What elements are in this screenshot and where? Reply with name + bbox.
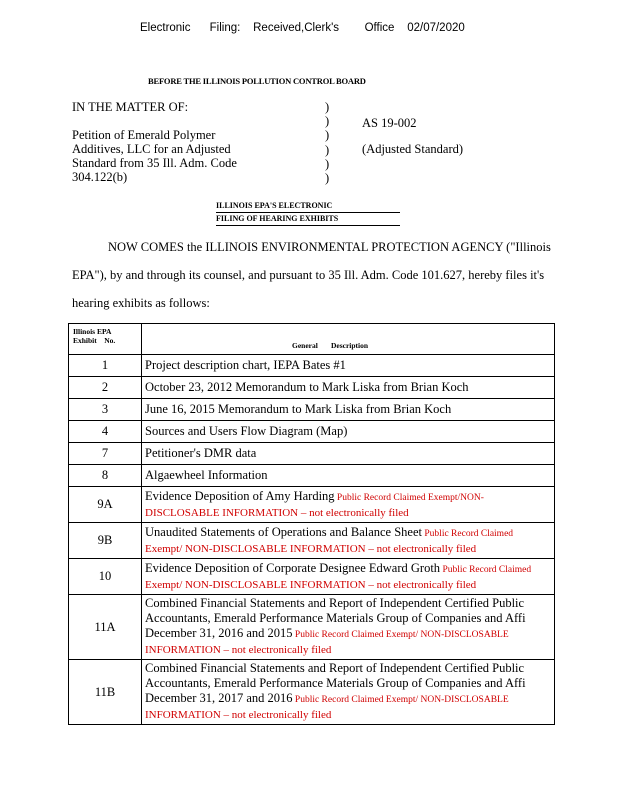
table-row [69,443,555,465]
redaction-notice: Public Record Claimed [422,528,514,539]
table-row [69,523,555,559]
exhibit-number: 1 [69,355,142,377]
paren: ) [325,156,330,171]
redaction-notice: INFORMATION – not electronically filed [145,709,332,721]
table-row [69,595,555,660]
paren: ) [325,100,330,114]
title-line: FILING OF HEARING EXHIBITS [216,213,400,226]
table-row [69,399,555,421]
exhibit-description: Combined Financial Statements and Report of Independent Certified Public Accountants, Emerald Performance Materials Group of Companies and Affi December 31, 2016 and 2015 Public Record Claimed Exempt/ NON-DISCLOSABLE INFORMATION – not electronically filed [142,595,555,660]
title-line: ILLINOIS EPA'S ELECTRONIC [216,200,400,213]
matter-label: IN THE MATTER OF: [72,100,189,114]
case-number: AS 19-002 [362,116,417,130]
table-row [69,465,555,487]
header-label: General Description [292,341,369,350]
redaction-notice: Public Record Claimed Exempt/ NON-DISCLOSABLE [292,695,509,705]
redaction-notice: Public Record Claimed Exempt/NON- [334,492,484,503]
exhibit-description: Sources and Users Flow Diagram (Map) [142,421,555,443]
body-line: hearing exhibits as follows: [72,296,210,310]
petition-line: Standard from 35 Ill. Adm. Code [72,156,237,170]
body-line: NOW COMES the ILLINOIS ENVIRONMENTAL PROTECTION AGENCY ("Illinois [108,240,551,254]
exhibit-description: Evidence Deposition of Corporate Designee Edward Groth Public Record Claimed Exempt/ NON-DISCLOSABLE INFORMATION – not electronically filed [142,559,555,595]
table-row [69,660,555,725]
redaction-notice: Public Record Claimed Exempt/ NON-DISCLOSABLE [292,630,509,640]
redaction-notice: INFORMATION – not electronically filed [145,644,332,656]
exhibit-number: 7 [69,443,142,465]
table-row [69,487,555,523]
document-title [216,200,400,226]
petition-line: Additives, LLC for an Adjusted [72,142,231,156]
caption-parens [325,100,329,185]
exhibit-description: Combined Financial Statements and Report of Independent Certified Public Accountants, Emerald Performance Materials Group of Companies and Affi December 31, 2017 and 2016 Public Record Claimed Exempt/ NON-DISCLOSABLE INFORMATION – not electronically filed [142,660,555,725]
body-line: EPA"), by and through its counsel, and pursuant to 35 Ill. Adm. Code 101.627, hereby files it's [72,268,545,282]
exhibit-description: Petitioner's DMR data [142,443,555,465]
exhibit-no-header [69,324,142,355]
case-type: (Adjusted Standard) [362,142,464,156]
table-row [69,355,555,377]
header-label: Illinois EPA [73,327,112,336]
exhibits-table [68,323,555,725]
table-row [69,559,555,595]
redaction-notice: DISCLOSABLE INFORMATION – not electronically filed [145,506,409,519]
filing-stamp: Electronic Filing: Received,Clerk's Office 02/07/2020 [140,22,465,34]
exhibit-number: 2 [69,377,142,399]
exhibit-description: Algaewheel Information [142,465,555,487]
petition-line: 304.122(b) [72,170,128,184]
exhibit-number: 3 [69,399,142,421]
exhibit-number: 10 [69,559,142,595]
table-body [69,355,555,725]
exhibit-number: 4 [69,421,142,443]
paren: ) [325,142,330,157]
petition-line: Petition of Emerald Polymer [72,128,216,142]
paren: ) [325,171,330,186]
table-row [69,421,555,443]
paren: ) [325,128,330,143]
exhibit-number: 9A [69,487,142,523]
redaction-notice: Exempt/ NON-DISCLOSABLE INFORMATION – not electronically filed [145,578,477,591]
exhibit-number: 11B [69,660,142,725]
redaction-notice: Exempt/ NON-DISCLOSABLE INFORMATION – not electronically filed [145,542,477,555]
board-title: BEFORE THE ILLINOIS POLLUTION CONTROL BOARD [148,76,366,86]
exhibit-description: Evidence Deposition of Amy Harding Public Record Claimed Exempt/NON- DISCLOSABLE INFORMATION – not electronically filed [142,487,555,523]
redaction-notice: Public Record Claimed [440,564,532,575]
petition-caption [72,128,237,184]
exhibit-description: June 16, 2015 Memorandum to Mark Liska from Brian Koch [142,399,555,421]
table-header-row [69,324,555,355]
paren: ) [325,114,330,129]
exhibit-description: Project description chart, IEPA Bates #1 [142,355,555,377]
description-header [142,324,555,355]
table-row [69,377,555,399]
exhibit-number: 11A [69,595,142,660]
header-label: Exhibit No. [73,336,116,345]
exhibit-number: 9B [69,523,142,559]
exhibit-description: Unaudited Statements of Operations and Balance Sheet Public Record Claimed Exempt/ NON-DISCLOSABLE INFORMATION – not electronically filed [142,523,555,559]
exhibit-number: 8 [69,465,142,487]
exhibit-description: October 23, 2012 Memorandum to Mark Liska from Brian Koch [142,377,555,399]
